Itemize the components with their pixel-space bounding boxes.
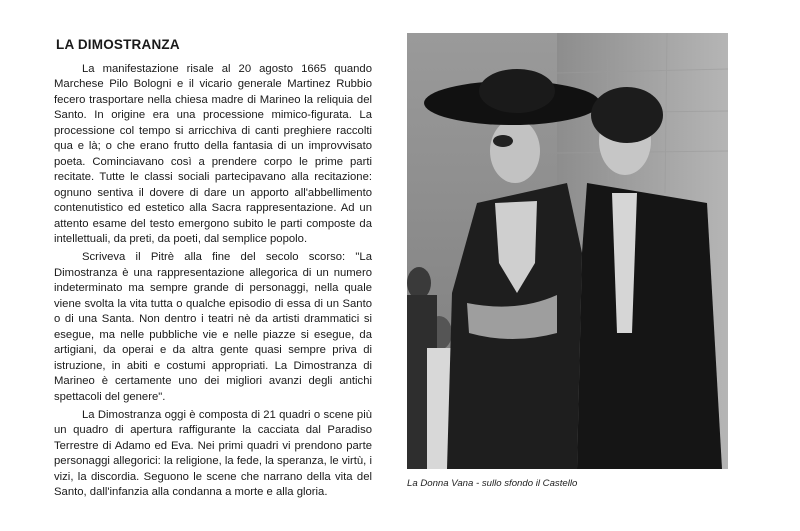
paragraph-3: La Dimostranza oggi è composta di 21 quadri o scene più un quadro di apertura raffigurante la cacciata dal Paradiso Terrestre di Adamo ed Eva. Nei primi quadri vi prendono parte personaggi allegorici: la religione, la fede, la speranza, le virtù, i vizi, la discordia. Seguono le scene che narrano della vita del Santo, dall'infanzia alla condanna a morte e alla gloria. xyxy=(54,408,372,499)
article-body xyxy=(54,62,372,504)
article-title: LA DIMOSTRANZA xyxy=(56,37,180,52)
photograph-illustration xyxy=(407,33,728,469)
photo-caption: La Donna Vana - sullo sfondo il Castello xyxy=(407,478,578,489)
paragraph-2: Scriveva il Pitrè alla fine del secolo scorso: "La Dimostranza è una rappresentazione allegorica di un numero indeterminato ma sempre grande di personaggi, nella quale viene svolta la vita tutta o qualche episodio di essa di un Santo o di una Santa. Non dentro i teatri nè da artisti drammatici si esegue, ma nelle pubbliche vie e nelle piazze si esegue, da artigiani, da operai e da altra gente quasi sempre priva di istruzione, in abiti e costumi appropriati. La Dimostranza di Marineo è certamente uno dei migliori avanzi degli antichi spettacoli del genere". xyxy=(54,251,372,403)
paragraph-1: La manifestazione risale al 20 agosto 1665 quando Marchese Pilo Bologni e il vicario generale Martinez Rubbio fecero trasportare nella chiesa madre di Marineo la reliquia del Santo. In origine era una processione mimico-figurata. La processione col tempo si arricchiva di canti preghiere raccolti qua e là; o che erano frutto della fantasia di un improvvisato poeta. Cominciavano così a prendere corpo le prime parti recitate. Tutte le classi sociali partecipavano alla recitazione: ognuno sentiva il dovere di dare un apporto all'abbellimento contenutistico ed estetico alla Sacra rappresentazione. Ad un attento esame del testo emergono subito le parti composte da intellettuali, da preti, da poeti, dal semplice popolo. xyxy=(54,63,372,245)
photograph xyxy=(407,33,728,469)
